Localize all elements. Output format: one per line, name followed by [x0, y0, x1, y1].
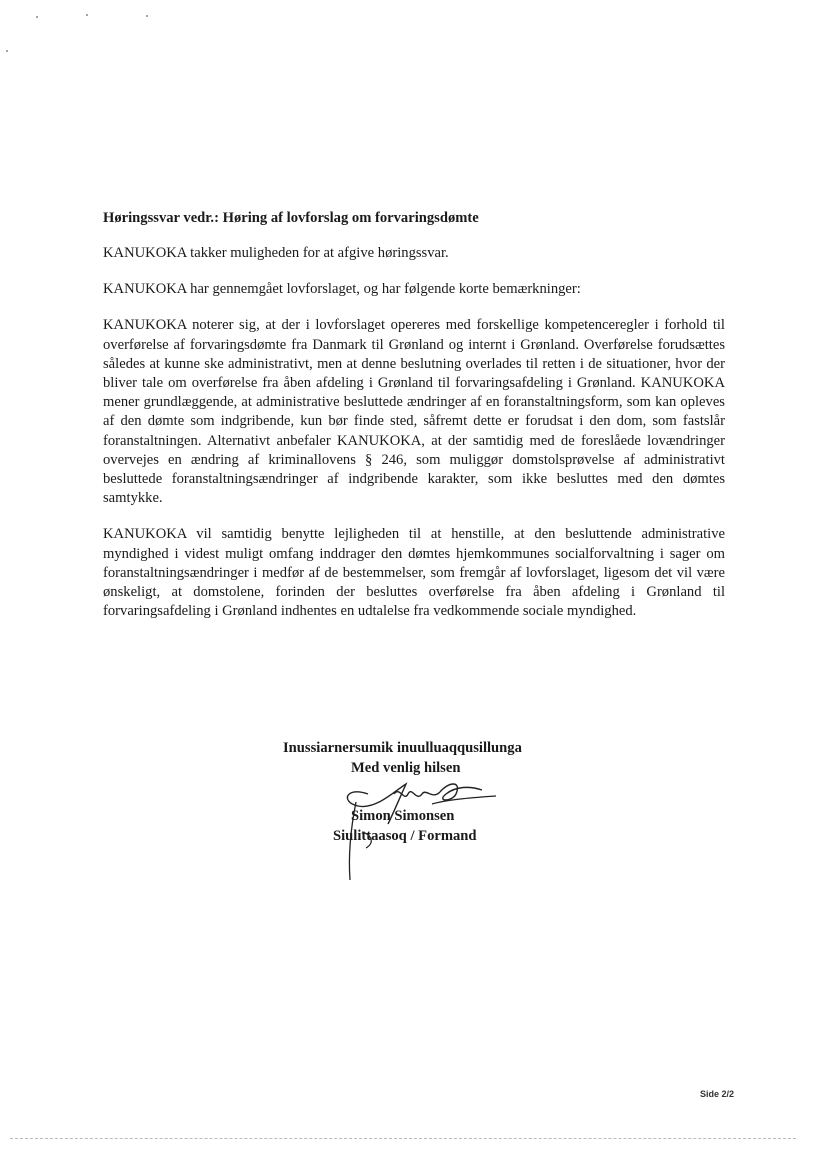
page-number: Side 2/2: [700, 1089, 735, 1099]
paragraph-thanks: KANUKOKA takker muligheden for at afgive høringssvar.: [103, 245, 449, 261]
paragraph-competence-rules: KANUKOKA noterer sig, at der i lovforslaget opereres med forskellige kompetenceregler i forhold til overførelse af forvaringsdømte fra Danmark til Grønland og internt i Grønland. Overførelse forudsættes således at kunne ske administrativt, men at denne beslutning overlades til retten i de situationer, hvor der bliver tale om overførelse fra åben afdeling i Grønland til forvaringsafdeling i Grønland. KANUKOKA mener grundlæggende, at administrative besluttede ændringer af en foranstaltningsform, som kan opleves af den dømte som indgribende, kun bør finde sted, såfremt dette er forudsat i den dom, som fastslår foranstaltningen. Alternativt anbefaler KANUKOKA, at der samtidig med de foreslåede lovændringer overvejes en ændring af kriminallovens § 246, som muliggør domstolsprøvelse af administrativt besluttede foranstaltningsændringer af indgribende karakter, som ikke besluttes med den dømtes samtykke.: [103, 317, 725, 507]
letter-subject: Høringssvar vedr.: Høring af lovforslag om forvaringsdømte: [103, 210, 479, 226]
letter-body: [103, 208, 725, 638]
paragraph-recommendation: KANUKOKA vil samtidig benytte lejligheden til at henstille, at den besluttende administrative myndighed i videst muligt omfang inddrager den dømtes hjemkommunes socialforvaltning i sager om foranstaltningsændringer i medfør af de bestemmelser, som fremgår af lovforslaget, ligesom det vil være ønskeligt, at domstolene, forinden der besluttes overførelse fra åben afdeling i Grønland til forvaringsafdeling i Grønland indhentes en udtalelse fra vedkommende sociale myndighed.: [103, 526, 725, 620]
paragraph-intro: KANUKOKA har gennemgået lovforslaget, og har følgende korte bemærkninger:: [103, 281, 581, 298]
signature-greeting: Med venlig hilsen: [351, 760, 461, 776]
signature-name: Simon Simonsen: [351, 808, 455, 824]
handwritten-signature: [336, 772, 506, 884]
signature-organization: Inussiarnersumik inuulluaqqusillunga: [283, 740, 522, 756]
signature-title: Siulittaasoq / Formand: [333, 828, 477, 844]
scan-bottom-edge: [10, 1138, 796, 1139]
